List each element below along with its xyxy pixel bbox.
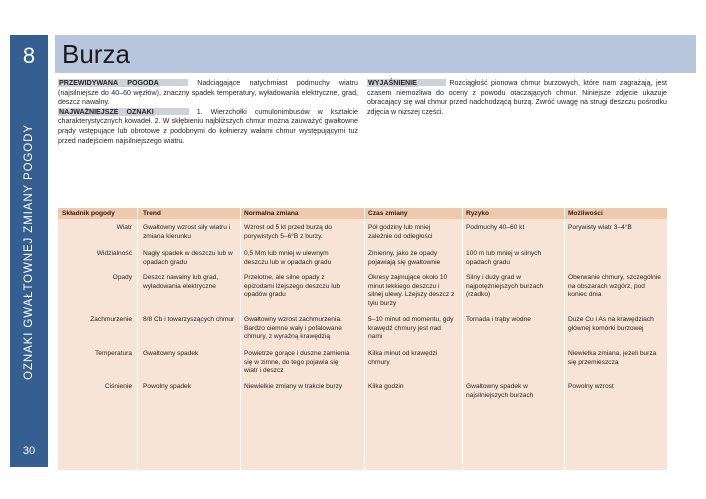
- row-cloud-time: 5–10 minut od momentu, gdy krawędź chmury jest nad nami: [368, 316, 454, 341]
- label-highlight: [155, 108, 189, 115]
- row-precipitation-time: Okresy zajmujące około 10 minut lekkiego deszczu i silnej ulewy. Lżejszy deszcz z tyłu burzy: [368, 274, 455, 307]
- header-weather-component: Składnik pogody: [62, 210, 115, 217]
- forecast-label: PRZEWIDYWANA POGODA: [59, 79, 159, 87]
- header-change-time: Czas zmiany: [368, 210, 408, 217]
- row-temperature-component: Temperatura: [94, 350, 132, 357]
- row-pressure-component: Ciśnienie: [104, 383, 132, 390]
- header-possibilities: Możliwości: [568, 210, 603, 217]
- row-temperature-time: Kilka minut od krawędzi chmury: [368, 350, 438, 366]
- row-visibility-trend: Nagły spadek w deszczu lub w opadach gradu: [143, 250, 233, 266]
- row-temperature-trend: Gwałtowny spadek: [143, 350, 199, 357]
- row-precipitation-trend: Deszcz nawalny lub grad, wyładowania elektryczne: [143, 274, 219, 290]
- signs-text-2: 2. W skłębieniu najbliższych chmur można zauważyć gwałtowne prądy wstępujące lub obrotowe z podobnymi do kołnierzy wałami chmur występującymi tuż przed nadejściem najsilniejszego wiatru.: [58, 117, 358, 145]
- row-cloud-trend: 8/8 Cb i towarzyszących chmur: [143, 316, 235, 323]
- row-precipitation-component: Opady: [112, 274, 132, 281]
- row-wind-time: Pół godziny lub mniej zależnie od odległości: [368, 224, 433, 240]
- forecast-text: Nadciągające natychmiast podmuchy wiatru (najsilniejsze do 40–60 węzłów), znaczny spadek temperatury, wyładowania elektryczne, grad, deszcz nawalny.: [58, 79, 358, 107]
- signs-text-1: 1. Wierzchołki cumulonimbusów w kształcie charakterystycznych kowadeł.: [58, 107, 358, 126]
- row-wind-possibilities: Porywisty wiatr 3–4°B: [568, 224, 632, 231]
- explanation-text: Rozciągłość pionowa chmur burzowych, które nam zagrażają, jest czasem niemożliwa do oceny z powodu otaczających chmur. Niniejsze zdjęcie ukazuje obracający się wał chmur przed nadchodzącą burzą. Zwróć uwagę na strugi deszczu pośrodku zdjęcia w niższej części.: [367, 79, 667, 116]
- intro-left-column: [58, 79, 358, 146]
- row-pressure-trend: Powolny spadek: [143, 383, 192, 390]
- column-separator: [462, 208, 463, 470]
- row-cloud-risk: Tornada i trąby wodne: [466, 316, 531, 323]
- weather-change-table: [58, 208, 667, 470]
- signs-label: NAJWAŻNIEJSZE OZNAKI: [59, 107, 154, 116]
- header-trend: Trend: [143, 210, 161, 217]
- row-wind-risk: Podmuchy 40–60 kt: [466, 224, 525, 231]
- column-separator: [240, 208, 241, 470]
- row-temperature-possibilities: Niewielka zmiana, jeżeli burza się przemieszcza: [568, 350, 657, 366]
- row-cloud-component: Zachmurzenie: [90, 316, 132, 323]
- row-visibility-normal: 0,5 Mm lub mniej w ulewnym deszczu lub w opadach gradu: [244, 250, 332, 266]
- column-separator: [564, 208, 565, 470]
- title-band: [55, 35, 696, 73]
- row-wind-trend: Gwałtowny wzrost siły wiatru i zmiana kierunku: [143, 224, 231, 240]
- chapter-number: 8: [22, 43, 36, 68]
- row-cloud-possibilities: Duże Cu i As na krawędziach głównej komórki burzowej: [568, 316, 654, 332]
- row-temperature-normal: Powietrze gorące i duszne zamienia się w zimne, do tego pojawia się wiatr i deszcz: [244, 350, 350, 375]
- page-number: 30: [22, 445, 36, 457]
- row-visibility-time: Zmienny, jako że opady pojawiają się gwałtownie: [368, 250, 441, 266]
- row-wind-component: Wiatr: [116, 224, 132, 231]
- label-highlight: [160, 79, 188, 86]
- row-wind-normal: Wzrost od 5 kt przed burzą do porywistych 5–6°B z burzy.: [244, 224, 332, 240]
- intro-right-column: [367, 79, 667, 117]
- row-pressure-normal: Niewielkie zmiany w trakcie burzy: [244, 383, 343, 390]
- column-separator: [364, 208, 365, 470]
- row-precipitation-normal: Przelotne, ale silne opady z epizodami lżejszego deszczu lub opadów gradu: [244, 274, 341, 299]
- row-visibility-component: Widzialność: [96, 250, 132, 257]
- row-pressure-possibilities: Powolny wzrost: [568, 383, 614, 390]
- row-precipitation-possibilities: Oberwanie chmury, szczególnie na obszarach wzgórz, pod koniec dnia: [568, 274, 661, 299]
- section-vertical-title: OZNAKI GWAŁTOWNEJ ZMIANY POGODY: [23, 124, 35, 380]
- row-visibility-risk: 100 m lub mniej w silnych opadach gradu: [466, 250, 542, 266]
- header-normal-change: Normalna zmiana: [244, 210, 299, 217]
- row-cloud-normal: Gwałtowny wzrost zachmurzenia. Bardzo ciemne wały i pofalowane chmury, z wyraźną krawędzią: [244, 316, 342, 341]
- row-precipitation-risk: Silny i duży grad w najpotężniejszych burzach (rzadko): [466, 274, 544, 299]
- explanation-label: WYJAŚNIENIE: [368, 79, 417, 87]
- column-separator: [137, 208, 138, 470]
- row-pressure-risk: Gwałtowny spadek w najsilniejszych burzach: [466, 383, 534, 399]
- header-risk: Ryzyko: [466, 210, 490, 217]
- row-pressure-time: Kilka godzin: [368, 383, 404, 390]
- label-highlight: [418, 79, 446, 86]
- page-title: Burza: [62, 39, 130, 69]
